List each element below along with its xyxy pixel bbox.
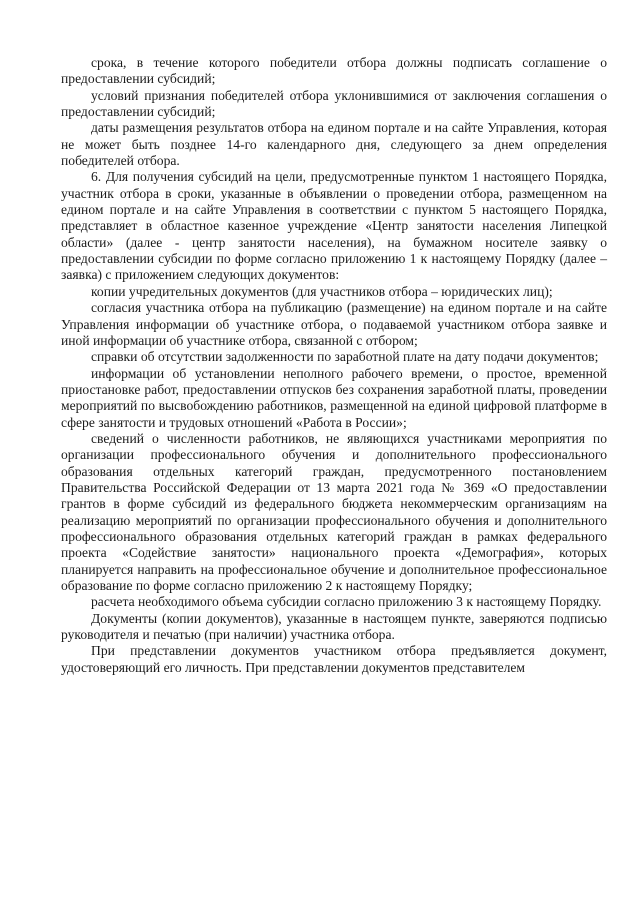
paragraph-certification: Документы (копии документов), указанные в настоящем пункте, заверяются подписью руководителя и печатью (при наличии) участника отбора.: [61, 610, 607, 643]
paragraph-part-time-info: информации об установлении неполного рабочего времени, о простое, временной приостановке работ, предоставлении отпусков без сохранения заработной платы, проведении мероприятий по высвобождению работников, размещенной на единой цифровой платформе в сфере занятости и трудовых отношений «Работа в России»;: [61, 365, 607, 430]
paragraph-deadline-signing: срока, в течение которого победители отбора должны подписать соглашение о предоставлении субсидий;: [61, 55, 607, 87]
paragraph-employee-count: сведений о численности работников, не являющихся участниками мероприятия по организации профессионального обучения и дополнительного профессионального образования отдельных категорий граждан, предусмотренного постановлением Правительства Российской Федерации от 13 марта 2021 года № 369 «О предоставлении грантов в форме субсидий из федерального бюджета некоммерческим организациям на реализацию мероприятий по организации профессионального обучения и дополнительного профессионального образования отдельных категорий граждан в рамках федерального проекта «Содействие занятости» национального проекта «Демография», которых планируется направить на профессиональное обучение и дополнительное профессиональное образование по форме согласно приложению 2 к настоящему Порядку;: [61, 430, 607, 593]
paragraph-founding-docs: копии учредительных документов (для участников отбора – юридических лиц);: [91, 283, 553, 299]
paragraph-subsidy-calculation: расчета необходимого объема субсидии согласно приложению 3 к настоящему Порядку.: [91, 594, 602, 610]
paragraph-results-date: даты размещения результатов отбора на едином портале и на сайте Управления, которая не может быть позднее 14-го календарного дня, следующего за днем определения победителей отбора.: [61, 120, 607, 169]
paragraph-identity: При представлении документов участником отбора предъявляется документ, удостоверяющий его личность. При представлении документов представителем: [61, 643, 607, 675]
paragraph-evasion-conditions: условий признания победителей отбора уклонившимися от заключения соглашения о предоставлении субсидий;: [61, 87, 607, 120]
document-page: [61, 55, 607, 676]
paragraph-wage-debt-certificate: справки об отсутствии задолженности по заработной плате на дату подачи документов;: [91, 349, 599, 365]
paragraph-item-6: 6. Для получения субсидий на цели, предусмотренные пунктом 1 настоящего Порядка, участник отбора в сроки, указанные в объявлении о проведении отбора, размещенном на едином портале и на сайте Управления в соответствии с пунктом 5 настоящего Порядка, представляет в областное казенное учреждение «Центр занятости населения Липецкой области» (далее - центр занятости населения), на бумажном носителе заявку о предоставлении субсидии по форме согласно приложению 1 к настоящему Порядку (далее – заявка) с приложением следующих документов:: [61, 169, 607, 283]
paragraph-publication-consent: согласия участника отбора на публикацию (размещение) на едином портале и на сайте Управления информации об участнике отбора, о подаваемой участником отбора заявке и иной информации об участнике отбора, связанной с отбором;: [61, 300, 607, 348]
